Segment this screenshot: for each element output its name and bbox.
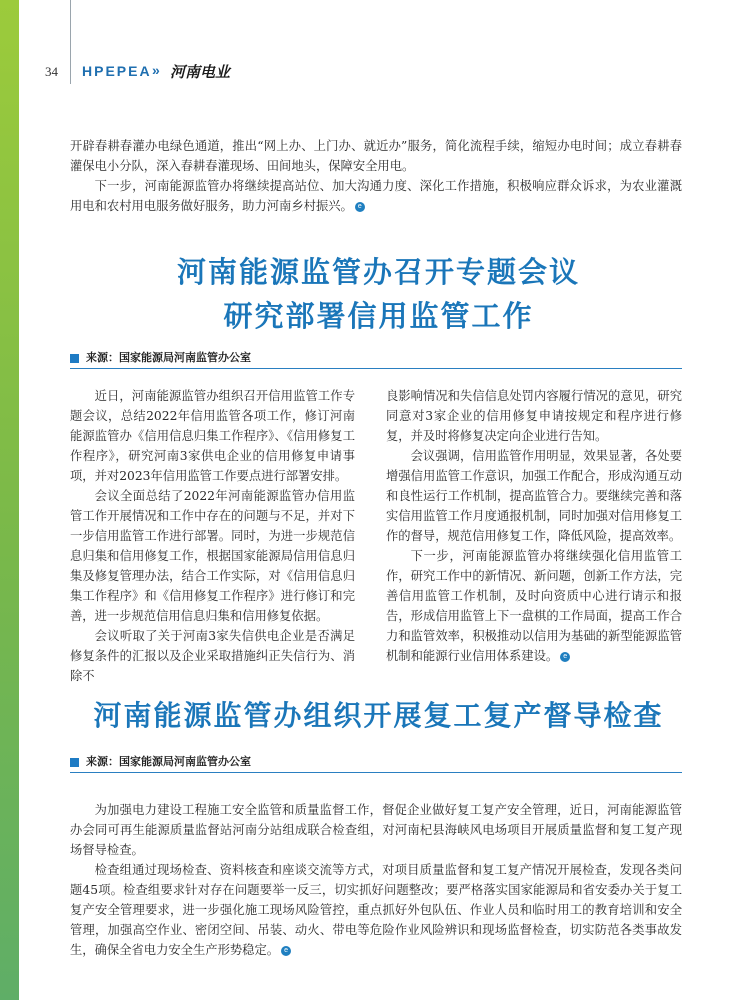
article1-right-column: [386, 386, 682, 666]
end-mark-icon: e: [281, 946, 291, 956]
brand-logo: HPEPEA: [82, 63, 152, 79]
intro-paragraph-1: 开辟春耕春灌办电绿色通道，推出“网上办、上门办、就近办”服务，简化流程手续，缩短办电时间；成立春耕春灌保电小分队，深入春耕春灌现场、田间地头，保障安全用电。: [70, 139, 682, 173]
end-mark-icon: e: [560, 652, 570, 662]
article2-title: 河南能源监管办组织开展复工复产督导检查: [93, 699, 664, 732]
article1-source-bar: [70, 350, 682, 369]
chevron-right-icon: »: [152, 62, 160, 78]
article2-paragraph-1: 为加强电力建设工程施工安全监管和质量监督工作，督促企业做好复工复产安全管理，近日，河南能源监管办会同可再生能源质量监督站河南分站组成联合检查组，对河南杞县海峡风电场项目开展质量监督和复工复产现场督导检查。: [70, 803, 682, 857]
article1-title: [20, 250, 737, 338]
page-header: [0, 0, 737, 100]
article1-left-column: [70, 386, 355, 686]
page-number: 34: [45, 64, 58, 79]
article1-title-line1: 河南能源监管办召开专题会议: [176, 255, 580, 289]
intro-paragraph-2: 下一步，河南能源监管办将继续提高站位、加大沟通力度、深化工作措施，积极响应群众诉求，为农业灌溉用电和农村用电服务做好服务，助力河南乡村振兴。 e: [70, 179, 682, 213]
magazine-name: 河南电业: [170, 63, 231, 81]
intro-text: [70, 136, 682, 216]
square-bullet-icon: [70, 354, 79, 363]
article1-right-paragraph: 下一步，河南能源监管办将继续强化信用监管工作，研究工作中的新情况、新问题，创新工作方法，完善信用监管工作机制，及时向资质中心进行请示和报告，形成信用监管上下一盘棋的工作局面，提高工作合力和监管效率，积极推动以信用为基础的新型能源监管机制和能源行业信用体系建设。 e: [386, 549, 682, 663]
article1-left-paragraph: 近日，河南能源监管办组织召开信用监管工作专题会议，总结2022年信用监管各项工作，修订河南能源监管办《信用信息归集工作程序》、《信用修复工作程序》，研究河南3家供电企业的信用修复申请事项，并对2023年信用监管工作要点进行部署安排。: [70, 389, 355, 483]
article1-left-paragraph: 会议全面总结了2022年河南能源监管办信用监管工作开展情况和工作中存在的问题与不足，并对下一步信用监管工作进行部署。同时，为进一步规范信息归集和信用修复工作，根据国家能源局信用信息归集及修复管理办法，结合工作实际，对《信用信息归集工作程序》和《信用修复工作程序》进行修订和完善，进一步规范信用信息归集和信用修复依据。: [70, 489, 355, 623]
square-bullet-icon: [70, 758, 79, 767]
article2-source: 来源：国家能源局河南监管办公室: [86, 755, 251, 768]
article2-paragraph-2: 检查组通过现场检查、资料核查和座谈交流等方式，对项目质量监督和复工复产情况开展检查，发现各类问题45项。检查组要求针对存在问题要举一反三，切实抓好问题整改；要严格落实国家能源局和省安委办关于复工复产安全管理要求，进一步强化施工现场风险管控，重点抓好外包队伍、作业人员和临时用工的教育培训和安全管理，加强高空作业、密闭空间、吊装、动火、带电等危险作业风险辨识和现场监督检查，切实防范各类事故发生，确保全省电力安全生产形势稳定。 e: [70, 863, 682, 957]
header-divider: [70, 0, 71, 84]
page-edge-color-bar: [0, 0, 19, 1000]
article2-text: [70, 800, 682, 960]
article2-source-bar: [70, 754, 682, 773]
article1-right-paragraph: 良影响情况和失信信息处罚内容履行情况的意见，研究同意对3家企业的信用修复申请按规定和程序进行修复，并及时将修复决定向企业进行告知。: [386, 389, 682, 443]
article1-source: 来源：国家能源局河南监管办公室: [86, 351, 251, 364]
end-mark-icon: e: [355, 202, 365, 212]
article1-left-paragraph: 会议听取了关于河南3家失信供电企业是否满足修复条件的汇报以及企业采取措施纠正失信行为、消除不: [70, 629, 355, 683]
article1-title-line2: 研究部署信用监管工作: [223, 299, 534, 333]
article1-right-paragraph: 会议强调，信用监管作用明显，效果显著，各处要增强信用监管工作意识，加强工作配合，形成沟通互动和良性运行工作机制，提高监管合力。要继续完善和落实信用监管工作月度通报机制，同时加强对信用修复工作的督导，规范信用修复工作，降低风险，提高效率。: [386, 449, 682, 543]
